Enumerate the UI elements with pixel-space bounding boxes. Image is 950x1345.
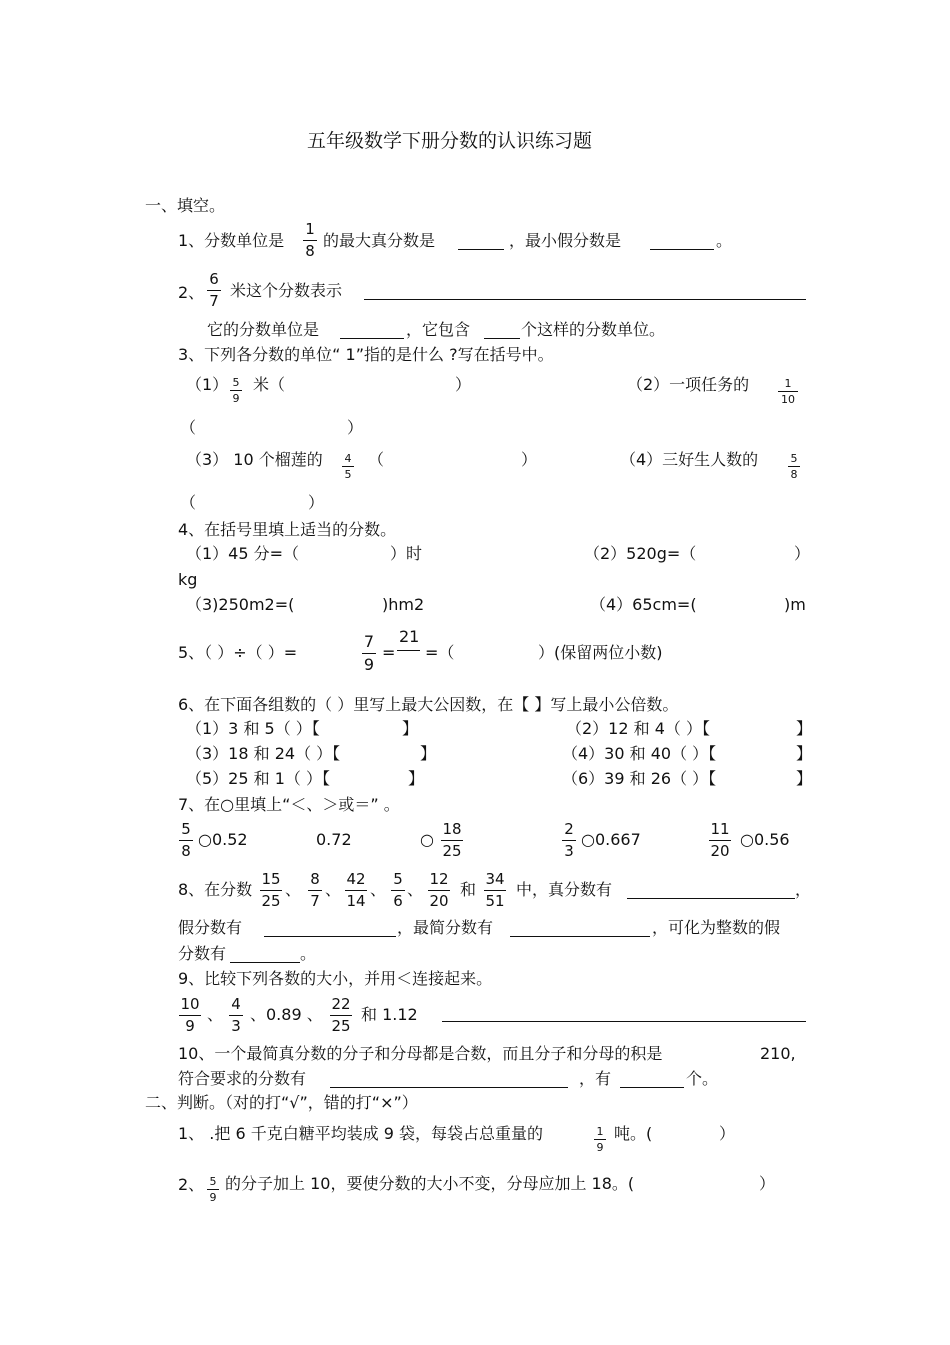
- numerator: 5: [181, 820, 191, 838]
- section-2-heading: 二、判断。（对的打“√”，错的打“×”）: [145, 1093, 418, 1112]
- section-1-heading: 一、填空。: [145, 196, 226, 215]
- q3-p3-label: （3） 10 个榴莲的: [186, 450, 323, 469]
- q8-fraction-3: [345, 872, 367, 909]
- q7-fraction-5: [709, 822, 731, 859]
- q1-text-d: 。: [716, 231, 733, 250]
- q7-fraction-3: [441, 822, 463, 859]
- q6-r2-right-bracket: 】: [796, 744, 813, 763]
- q8-text-a: 8、在分数: [178, 880, 253, 899]
- q8-line3-b: 。: [300, 944, 317, 963]
- q6-r1-right-bracket: 】: [796, 719, 813, 738]
- numerator: 18: [442, 820, 462, 838]
- q2-text-a: 2、: [178, 283, 205, 302]
- q8-line2-a: 假分数有: [178, 918, 243, 937]
- q3-p3-b: （: [368, 450, 385, 469]
- q5-fraction: [362, 634, 376, 673]
- q5-text-a: 5、（ ）÷（ ）=: [178, 643, 298, 662]
- q9-fraction-2: [229, 997, 243, 1034]
- q9-sep: 、: [207, 1005, 224, 1024]
- numerator: 4: [344, 452, 352, 465]
- q6-r3-right-bracket: 】: [796, 769, 813, 788]
- denominator: 7: [310, 892, 320, 910]
- q8-blank-proper[interactable]: [627, 898, 795, 899]
- q2-blank-meaning[interactable]: [364, 299, 806, 300]
- q8-he: 和: [460, 880, 477, 899]
- denominator: 20: [710, 842, 730, 860]
- q10-line2-c: 个。: [686, 1069, 719, 1088]
- q10-text: 10、一个最简真分数的分子和分母都是合数，而且分子和分母的积是: [178, 1044, 663, 1063]
- q4-p4-b: )m: [784, 595, 806, 614]
- q10-line2-a: 符合要求的分数有: [178, 1069, 307, 1088]
- numerator: 1: [784, 377, 792, 390]
- q1-text-b: 的最大真分数是: [323, 231, 436, 250]
- q7-compare-4: ○0.667: [581, 830, 641, 849]
- q8-sep-2: 、: [325, 880, 342, 899]
- denominator: 9: [185, 1017, 195, 1035]
- q3-p4-paren-left: （: [180, 493, 197, 512]
- q2-fraction: [207, 272, 221, 309]
- q9-blank-answer[interactable]: [442, 1021, 806, 1022]
- q7-text: 7、在○里填上“＜、＞或＝” 。: [178, 795, 400, 814]
- q6-text: 6、在下面各组数的（ ）里写上最大公因数，在【 】写上最小公倍数。: [178, 695, 679, 714]
- q7-compare-5: ○0.56: [740, 830, 790, 849]
- q2-line2-c: 个这样的分数单位。: [521, 320, 666, 339]
- q6-r1-left-bracket: 】: [402, 719, 419, 738]
- q3-p4-fraction: [788, 453, 800, 480]
- denominator: 9: [596, 1141, 604, 1154]
- q8-comma: ，: [795, 880, 812, 899]
- q10-blank-fractions[interactable]: [330, 1087, 568, 1088]
- numerator: 4: [231, 995, 241, 1013]
- q3-p3-c: ）: [521, 450, 538, 469]
- s2-q1-text: 1、 .把 6 千克白糖平均装成 9 袋，每袋占总重量的: [178, 1124, 544, 1143]
- q3-p3-fraction: [342, 453, 354, 480]
- q4-p2-a: （2）520g=（: [584, 544, 697, 563]
- numerator: 22: [331, 995, 351, 1013]
- q8-line3-a: 分数有: [178, 944, 227, 963]
- denominator: 8: [181, 842, 191, 860]
- q1-blank-2[interactable]: [650, 249, 714, 250]
- q6-r2-right: （4）30 和 40（ ）【: [562, 744, 717, 763]
- q4-p3-b: )hm2: [382, 595, 425, 614]
- q5-eq: =: [382, 643, 396, 662]
- q1-text-c: ，最小假分数是: [509, 231, 622, 250]
- q9-text: 9、比较下列各数的大小，并用＜连接起来。: [178, 969, 493, 988]
- q10-line2-b: ，有: [579, 1069, 612, 1088]
- q7-fraction-4: [562, 822, 576, 859]
- q6-r1-left: （1）3 和 5（ ）【: [186, 719, 320, 738]
- q4-p2-b: ）: [794, 544, 811, 563]
- q4-p1-a: （1）45 分=（: [186, 544, 300, 563]
- s2-q2-fraction: [207, 1176, 219, 1203]
- numerator: 1: [305, 220, 315, 238]
- numerator: 8: [310, 870, 320, 888]
- denominator: 25: [442, 842, 462, 860]
- q3-p2-label: （2）一项任务的: [627, 375, 750, 394]
- q10-blank-count[interactable]: [620, 1087, 684, 1088]
- q7-compare-1: ○0.52: [198, 830, 248, 849]
- q3-p4-paren-right: ）: [308, 493, 325, 512]
- q9-mid: 、0.89 、: [250, 1005, 323, 1024]
- q8-fraction-6: [484, 872, 506, 909]
- q7-compare-2-circle[interactable]: ○: [420, 830, 434, 849]
- q9-fraction-1: [179, 997, 201, 1034]
- numerator: 5: [232, 376, 240, 389]
- s2-q1-b: 吨。(: [614, 1124, 653, 1143]
- s2-q1-fraction: [594, 1126, 606, 1153]
- q3-p2-paren-left: （: [180, 418, 197, 437]
- q3-p4-label: （4）三好生人数的: [620, 450, 759, 469]
- denominator: 9: [363, 655, 375, 674]
- q5-eq-2: =（: [425, 643, 455, 662]
- q8-fraction-5: [428, 872, 450, 909]
- numerator: 34: [485, 870, 505, 888]
- numerator: 11: [710, 820, 730, 838]
- numerator: 5: [393, 870, 403, 888]
- numerator: 42: [346, 870, 366, 888]
- numerator: 10: [180, 995, 200, 1013]
- q10-number: 210,: [760, 1044, 796, 1063]
- numerator: 2: [564, 820, 574, 838]
- q8-blank-improper[interactable]: [264, 936, 396, 937]
- numerator: 1: [596, 1125, 604, 1138]
- denominator: 10: [781, 393, 795, 406]
- numerator: 7: [363, 632, 375, 651]
- s2-q2-c: ）: [759, 1174, 776, 1193]
- denominator: 8: [790, 468, 798, 481]
- denominator: 5: [344, 468, 352, 481]
- q3-p2-fraction: [778, 378, 798, 405]
- q6-r3-left: （5）25 和 1（ ）【: [186, 769, 330, 788]
- q5-text-b: ）(保留两位小数): [538, 643, 663, 662]
- denominator: 6: [393, 892, 403, 910]
- denominator: 3: [231, 1017, 241, 1035]
- q9-fraction-3: [330, 997, 352, 1034]
- denominator: 3: [564, 842, 574, 860]
- q4-p1-b: ）时: [390, 544, 423, 563]
- q8-mid: 中，真分数有: [516, 880, 613, 899]
- q5-fraction-2-numerator: 21: [399, 627, 420, 646]
- numerator: 6: [209, 270, 219, 288]
- q1-text-a: 1、分数单位是: [178, 231, 285, 250]
- q6-r3-left-bracket: 】: [408, 769, 425, 788]
- q1-fraction: [303, 222, 317, 259]
- q8-sep-1: 、: [285, 880, 302, 899]
- q8-line2-b: ，最简分数有: [397, 918, 494, 937]
- q3-text: 3、下列各分数的单位“ 1”指的是什么 ?写在括号中。: [178, 345, 554, 364]
- denominator: 25: [261, 892, 281, 910]
- q7-fraction-1: [179, 822, 193, 859]
- numerator: 12: [429, 870, 449, 888]
- q2-blank-unit[interactable]: [340, 338, 404, 339]
- q8-sep-4: 、: [407, 880, 424, 899]
- q9-end: 和 1.12: [361, 1005, 418, 1024]
- numerator: 5: [209, 1175, 217, 1188]
- q3-p2-paren-right: ）: [347, 418, 364, 437]
- q4-text: 4、在括号里填上适当的分数。: [178, 520, 397, 539]
- q8-fraction-2: [308, 872, 322, 909]
- q5-fraction-2-denominator-blank[interactable]: [397, 650, 420, 651]
- q3-p1-b: 米（: [253, 375, 286, 394]
- q8-blank-simplest[interactable]: [510, 936, 650, 937]
- q6-r1-right: （2）12 和 4（ ）【: [566, 719, 710, 738]
- q3-p1-fraction: [230, 377, 242, 404]
- s2-q2-label: 2、: [178, 1175, 205, 1194]
- s2-q2-b: 的分子加上 10，要使分数的大小不变，分母应加上 18。(: [225, 1174, 635, 1193]
- q8-sep-3: 、: [370, 880, 387, 899]
- q3-p1-c: ）: [455, 375, 472, 394]
- q1-blank-1[interactable]: [458, 249, 504, 250]
- q8-fraction-4: [391, 872, 405, 909]
- denominator: 7: [209, 292, 219, 310]
- denominator: 20: [429, 892, 449, 910]
- q2-line2-b: ，它包含: [406, 320, 471, 339]
- page-title: 五年级数学下册分数的认识练习题: [307, 130, 593, 152]
- q4-p3-a: （3)250m2=(: [186, 595, 295, 614]
- q8-line2-c: ，可化为整数的假: [652, 918, 781, 937]
- q6-r2-left: （3）18 和 24（ ）【: [186, 744, 341, 763]
- denominator: 51: [485, 892, 505, 910]
- q4-p4-a: （4）65cm=(: [590, 595, 697, 614]
- q2-blank-count[interactable]: [484, 338, 520, 339]
- denominator: 25: [331, 1017, 351, 1035]
- q4-p2-unit: kg: [178, 570, 198, 589]
- denominator: 9: [232, 392, 240, 405]
- denominator: 9: [209, 1191, 217, 1204]
- q2-line2-a: 它的分数单位是: [207, 320, 320, 339]
- q6-r3-right: （6）39 和 26（ ）【: [562, 769, 717, 788]
- q3-p1-label: （1）: [186, 375, 229, 394]
- numerator: 5: [790, 452, 798, 465]
- denominator: 14: [346, 892, 366, 910]
- q7-compare-2-left: 0.72: [316, 830, 352, 849]
- s2-q1-c: ）: [719, 1124, 736, 1143]
- denominator: 8: [305, 242, 315, 260]
- q8-fraction-1: [260, 872, 282, 909]
- numerator: 15: [261, 870, 281, 888]
- q2-text-b: 米这个分数表示: [230, 281, 343, 300]
- q8-blank-integer[interactable]: [230, 962, 300, 963]
- q6-r2-left-bracket: 】: [420, 744, 437, 763]
